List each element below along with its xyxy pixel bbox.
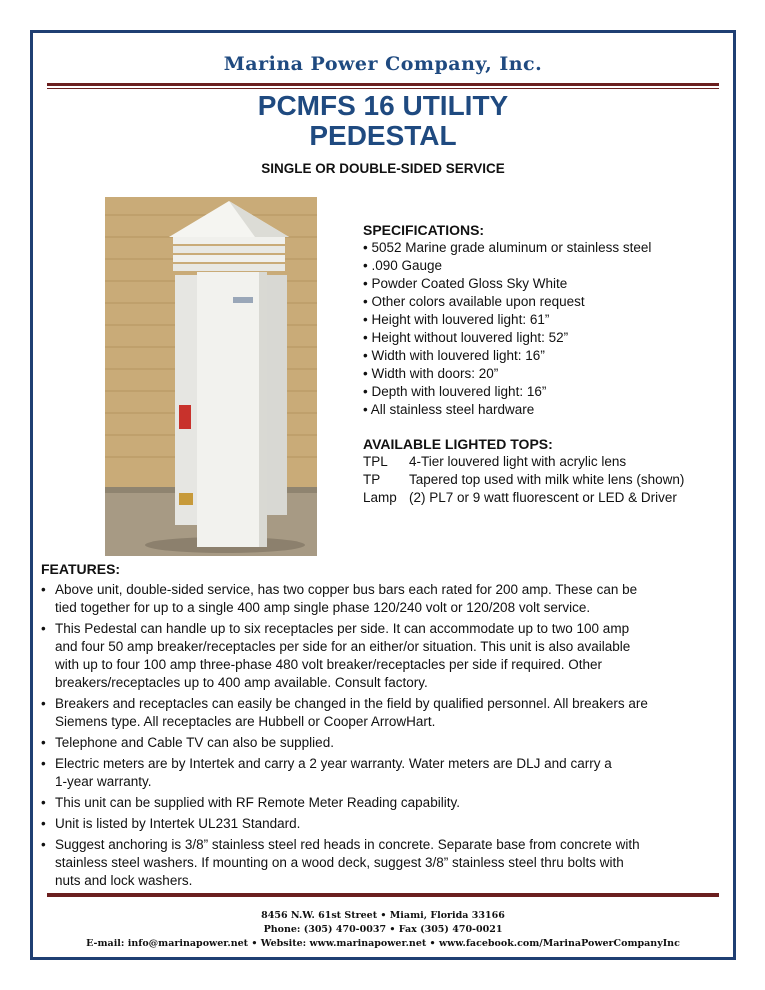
feature-item: • Breakers and receptacles can easily be changed in the field by qualified personnel. All breakers are Siemens type. All receptacles are Hubbell or Cooper ArrowHart.	[41, 696, 648, 729]
spec-item: • Width with louvered light: 16”	[363, 348, 545, 363]
lighted-top-code: TP	[363, 472, 381, 487]
footer-address: 8456 N.W. 61st Street • Miami, Florida 33166	[261, 910, 505, 921]
lighted-top-row	[363, 453, 728, 471]
lighted-tops-section	[363, 435, 728, 507]
footer-web: E-mail: info@marinapower.net • Website: www.marinapower.net • www.facebook.com/MarinaPowerCompanyInc	[86, 938, 680, 949]
features-list	[41, 581, 726, 893]
title-line-2: PEDESTAL	[309, 120, 457, 151]
spec-item: • All stainless steel hardware	[363, 402, 535, 417]
specifications-section	[363, 221, 723, 419]
spec-item: • Other colors available upon request	[363, 294, 585, 309]
features-heading: FEATURES:	[41, 561, 121, 577]
feature-item: • Electric meters are by Intertek and carry a 2 year warranty. Water meters are DLJ and carry a 1-year warranty.	[41, 756, 612, 789]
specifications-heading: SPECIFICATIONS:	[363, 222, 485, 238]
feature-item: • Above unit, double-sided service, has two copper bus bars each rated for 200 amp. These can be tied together for up to a single 400 amp single phase 120/240 volt or 120/208 volt service.	[41, 582, 638, 615]
lighted-tops-heading: AVAILABLE LIGHTED TOPS:	[363, 436, 553, 452]
spec-item: • Depth with louvered light: 16”	[363, 384, 547, 399]
feature-item: • This Pedestal can handle up to six receptacles per side. It can accommodate up to two 100 amp and four 50 amp breaker/receptacles per side for an either/or situation. This unit is also available with up to four 100 amp three-phase 480 volt breaker/receptacles per side if required. Other breakers/receptacles up to 400 amp available. Consult factory.	[41, 621, 631, 690]
lighted-top-row	[363, 489, 728, 507]
spec-item: • .090 Gauge	[363, 258, 443, 273]
feature-item: • Telephone and Cable TV can also be supplied.	[41, 735, 334, 750]
product-title	[33, 91, 733, 151]
contact-footer	[33, 909, 733, 951]
lighted-top-code: TPL	[363, 454, 388, 469]
product-subtitle: SINGLE OR DOUBLE-SIDED SERVICE	[261, 161, 505, 176]
feature-item: • This unit can be supplied with RF Remote Meter Reading capability.	[41, 795, 460, 810]
spec-item: • Height with louvered light: 61”	[363, 312, 550, 327]
pedestal-illustration	[105, 197, 317, 556]
lighted-top-description: (2) PL7 or 9 watt fluorescent or LED & Driver	[409, 490, 677, 505]
spec-item: • Height without louvered light: 52”	[363, 330, 569, 345]
lighted-top-row	[363, 471, 728, 489]
lighted-top-code: Lamp	[363, 490, 397, 505]
utility-pedestal-photo	[105, 197, 317, 556]
spec-item: • 5052 Marine grade aluminum or stainless steel	[363, 240, 652, 255]
header-divider	[47, 83, 719, 89]
title-line-1: PCMFS 16 UTILITY	[257, 90, 509, 121]
company-name: Marina Power Company, Inc.	[223, 53, 543, 75]
feature-item: • Unit is listed by Intertek UL231 Standard.	[41, 816, 301, 831]
lighted-top-description: 4-Tier louvered light with acrylic lens	[409, 454, 627, 469]
footer-divider	[47, 891, 719, 897]
lighted-top-description: Tapered top used with milk white lens (shown)	[409, 472, 685, 487]
spec-item: • Powder Coated Gloss Sky White	[363, 276, 568, 291]
footer-phone: Phone: (305) 470-0037 • Fax (305) 470-0021	[263, 924, 503, 935]
feature-item: • Suggest anchoring is 3/8” stainless steel red heads in concrete. Separate base from concrete with stainless steel washers. If mounting on a wood deck, suggest 3/8” stainless steel thru bolts with nuts and lock washers.	[41, 837, 640, 888]
spec-item: • Width with doors: 20”	[363, 366, 499, 381]
document-frame	[30, 30, 736, 960]
